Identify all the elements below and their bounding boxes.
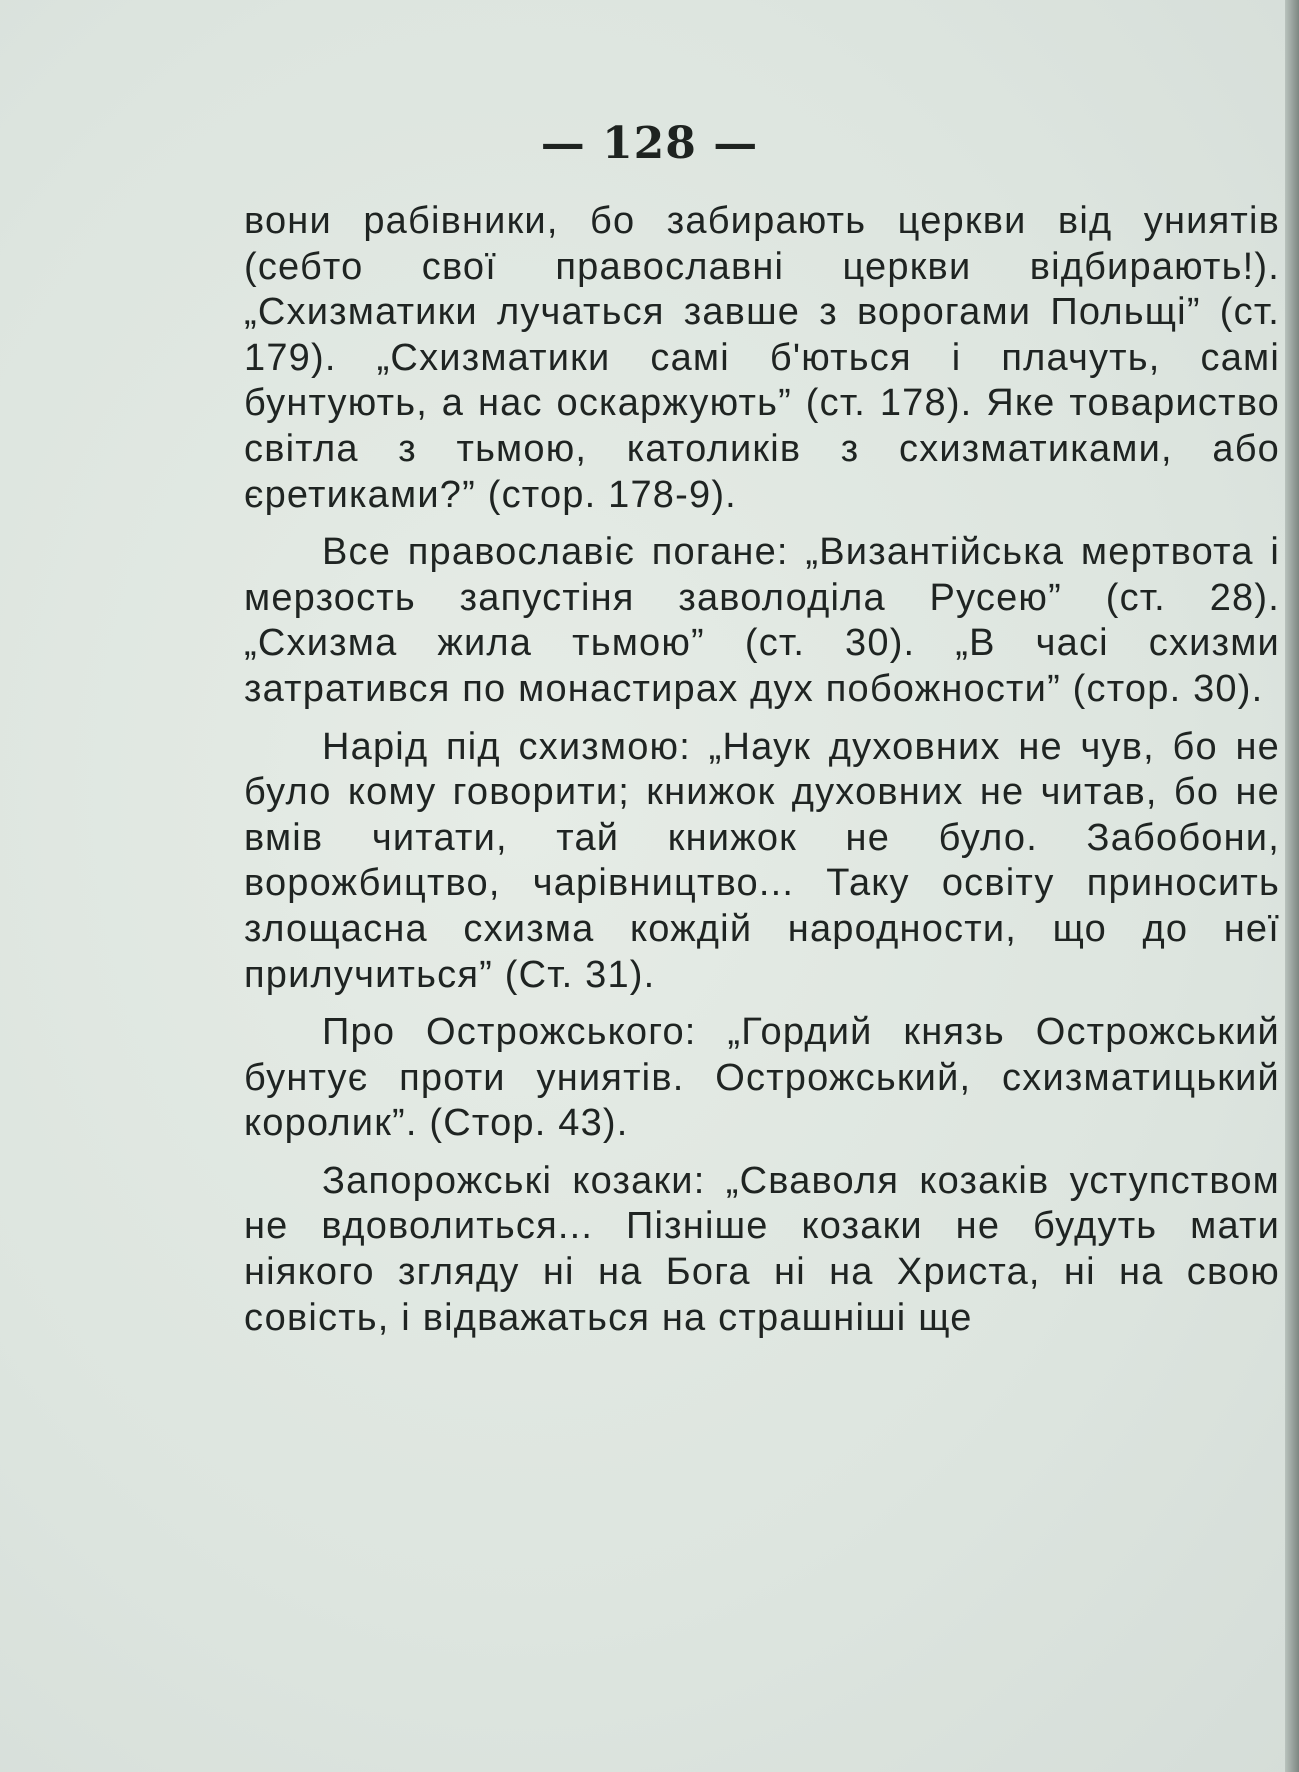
paragraph-2: Все православіє погане: „Византійська мертвота і мерзость запустіня заволоділа Русею” (ст. 28). „Схизма жила тьмою” (ст. 30). „В часі схизми затратився по монастирах дух побожности” (стор. 30). xyxy=(244,531,1280,710)
paragraph-4: Про Острожського: „Гордий князь Острожський бунтує проти униятів. Острожський, схизматицький королик”. (Стор. 43). xyxy=(244,1011,1280,1145)
page-number: — 128 — xyxy=(540,118,759,169)
page-text-body xyxy=(244,199,1280,1353)
paragraph-1: вони рабівники, бо забирають церкви від униятів (себто свої православні церкви відбирають!). „Схизматики лучаться завше з ворогами Польщі” (ст. 179). „Схизматики самі б'ються і плачуть, самі бунтують, а нас оскаржують” (ст. 178). Яке товариство світла з тьмою, католиків з схизматиками, або єретиками?” (стор. 178-9). xyxy=(244,200,1280,516)
paragraph-5: Запорожські козаки: „Сваволя козаків уступством не вдоволиться... Пізніше козаки не будуть мати ніякого згляду ні на Бога ні на Христа, ні на свою совість, і відважаться на страшніші ще xyxy=(244,1159,1280,1339)
paragraph-3: Нарід під схизмою: „Наук духовних не чув, бо не було кому говорити; книжок духовних не читав, бо не вмів читати, тай книжок не було. Забобони, ворожбицтво, чарівництво... Таку освіту приносить злощасна схизма кождій народности, що до неї прилучиться” (Ст. 31). xyxy=(244,725,1280,996)
page-edge-shadow xyxy=(1285,0,1299,1772)
